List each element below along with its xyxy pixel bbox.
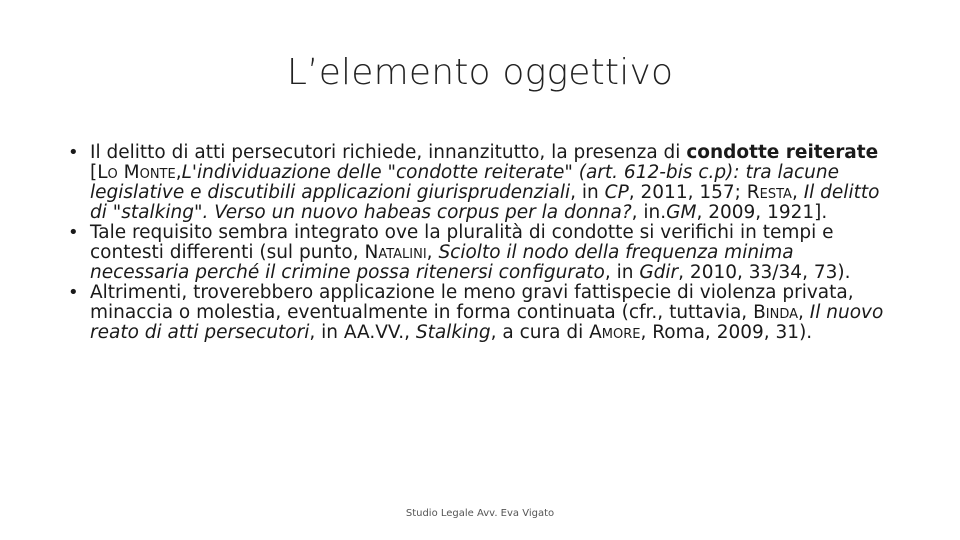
- bullet-text-segment: Altrimenti, troverebbero applicazione le meno gravi fattispecie di violenza privata, minaccia o molestia, eventualmente in forma continuata (cfr., tuttavia,: [90, 282, 854, 323]
- bullet-text-segment: , 2011, 157;: [628, 182, 747, 203]
- bullet-text-segment: Il delitto di atti persecutori richiede, innanzitutto, la presenza di: [90, 142, 687, 163]
- bullet-text-segment: Sciolto il nodo della frequenza minima necessaria perché il crimine possa ritenersi configurato: [90, 242, 794, 283]
- bullet-text-segment: Tale requisito sembra integrato ove la pluralità di condotte si verifichi in tempi e contesti differenti (sul punto,: [90, 222, 834, 263]
- bullet-text-segment: Binda: [753, 302, 799, 323]
- bullet-text-segment: ,: [426, 242, 439, 263]
- bullet-text-segment: , in: [570, 182, 605, 203]
- bullet-text-segment: Lo Monte: [97, 162, 176, 183]
- bullet-text-segment: ,: [791, 182, 804, 203]
- bullet-text-segment: [: [90, 162, 98, 183]
- bullet-text-segment: Natalini: [364, 242, 427, 263]
- bullet-text-segment: Amore: [589, 322, 641, 343]
- bullet-item: [66, 283, 896, 343]
- bullet-text-segment: , Roma, 2009, 31).: [640, 322, 813, 343]
- bullet-marker: •: [68, 222, 79, 243]
- bullet-text-segment: , 2009, 1921].: [696, 202, 828, 223]
- slide-title: L’elemento oggettivo: [286, 52, 674, 93]
- bullet-marker: •: [68, 282, 79, 303]
- bullet-item: [66, 223, 896, 283]
- bullet-marker: •: [68, 142, 79, 163]
- bullet-text-segment: GM: [666, 202, 697, 223]
- bullet-text-segment: condotte reiterate: [686, 142, 879, 163]
- slide-footer: Studio Legale Avv. Eva Vigato: [405, 508, 555, 519]
- bullet-text-segment: Resta: [746, 182, 792, 203]
- bullet-text-segment: , in AA.VV.,: [309, 322, 416, 343]
- bullet-text-segment: ,: [798, 302, 810, 323]
- bullet-text-segment: Il delitto di "stalking". Verso un nuovo habeas corpus per la donna?: [90, 182, 880, 223]
- bullet-text-segment: , 2010, 33/34, 73).: [678, 262, 851, 283]
- bullet-text-segment: ,: [175, 162, 182, 183]
- bullet-text-segment: CP: [604, 182, 629, 203]
- bullet-text-segment: Gdir: [639, 262, 679, 283]
- bullet-item: [66, 143, 896, 223]
- bullet-text-segment: L'individuazione delle "condotte reiterate" (art. 612-bis c.p): tra lacune legislative e discutibili applicazioni giurisprudenziali: [90, 162, 840, 203]
- bullet-text-segment: , in: [604, 262, 640, 283]
- bullet-text-segment: , in.: [631, 202, 667, 223]
- slide-body: [66, 143, 896, 343]
- bullet-text-segment: Stalking: [415, 322, 491, 343]
- bullet-text-segment: , a cura di: [490, 322, 590, 343]
- bullet-text-segment: Il nuovo reato di atti persecutori: [90, 302, 884, 343]
